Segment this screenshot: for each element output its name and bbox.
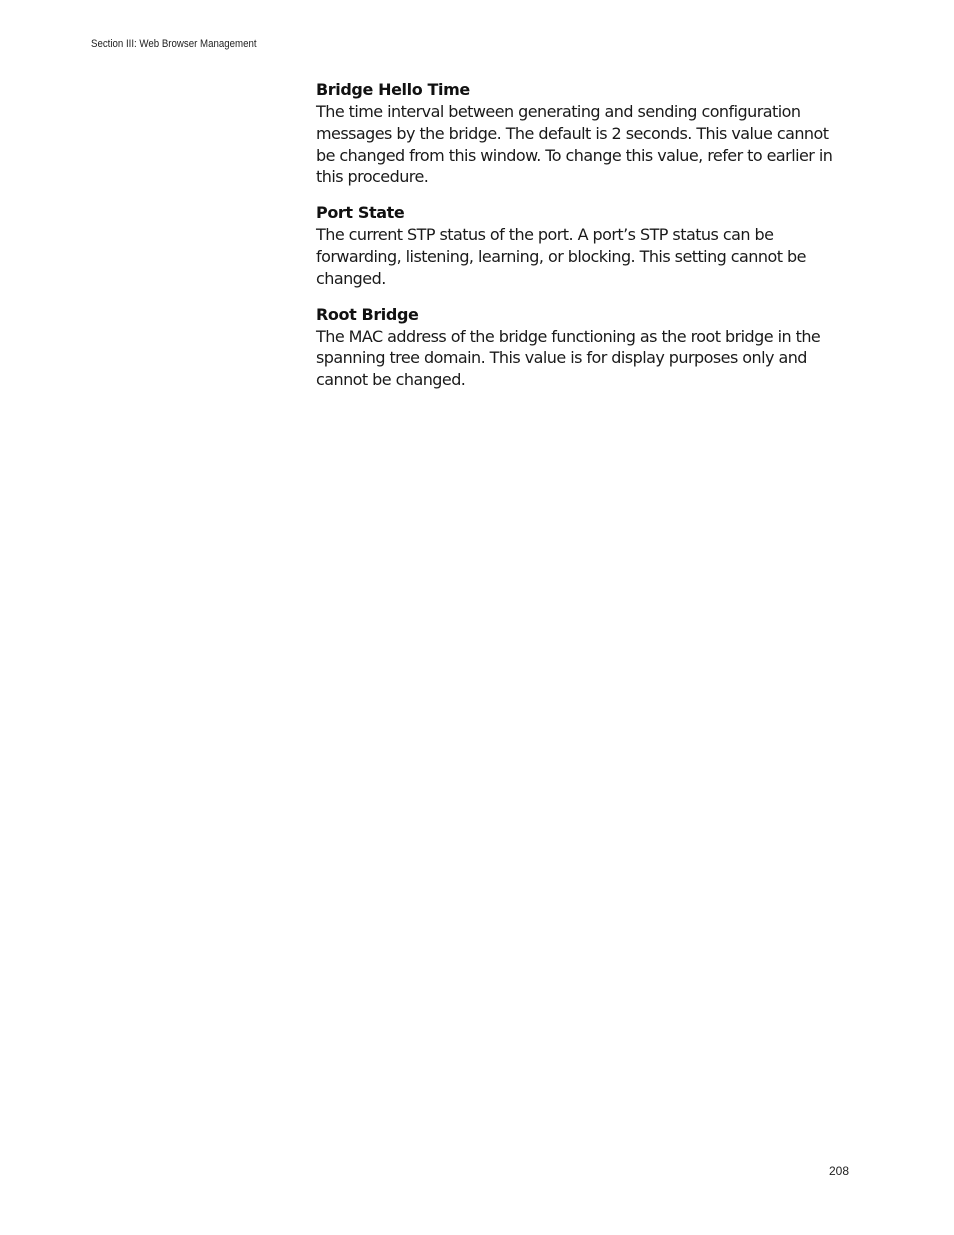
entry-heading: Root Bridge xyxy=(316,304,419,324)
entry-description: The time interval between generating and sending configuration messages by the bridge. The default is 2 seconds. This value cannot be changed from this window. To change this value, refer to earlier in this procedure. xyxy=(316,102,833,187)
entry-root-bridge xyxy=(316,304,836,391)
running-header: Section III: Web Browser Management xyxy=(91,38,257,50)
entry-port-state xyxy=(316,202,836,289)
entry-description: The current STP status of the port. A port’s STP status can be forwarding, listening, learning, or blocking. This setting cannot be changed. xyxy=(316,225,806,288)
entry-description: The MAC address of the bridge functioning as the root bridge in the spanning tree domain. This value is for display purposes only and cannot be changed. xyxy=(316,326,821,390)
entry-heading: Port State xyxy=(316,203,405,223)
entry-heading: Bridge Hello Time xyxy=(316,80,470,99)
entry-bridge-hello-time xyxy=(316,79,836,188)
page-number: 208 xyxy=(829,1164,850,1178)
content-body xyxy=(316,79,836,405)
